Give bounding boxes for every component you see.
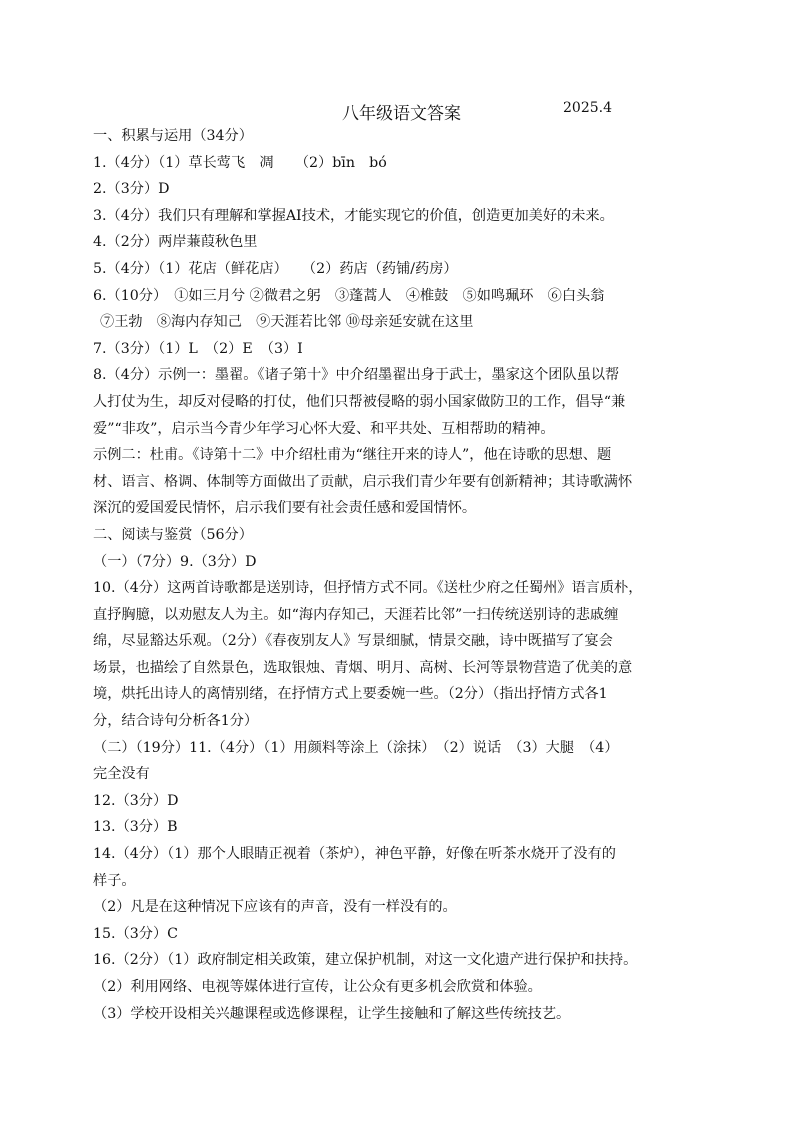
answer-line-8c: 爱”“非攻”，启示当今青少年学习心怀大爱、和平共处、互相帮助的精神。 (93, 420, 555, 437)
answer-line-5: 5.（4分）（1）花店（鲜花店） （2）药店（药铺/药房） (93, 260, 458, 277)
answer-line-16c: （3）学校开设相关兴趣课程或选修课程，让学生接触和了解这些传统技艺。 (93, 1005, 571, 1022)
answer-line-9: （一）（7分）9.（3分）D (93, 553, 257, 570)
answer-line-6b: ⑦王勃 ⑧海内存知己 ⑨天涯若比邻 ⑩母亲延安就在这里 (100, 314, 474, 331)
answer-line-4: 4.（2分）两岸蒹葭秋色里 (93, 234, 258, 251)
answer-line-11b: 完全没有 (93, 766, 150, 783)
answer-line-8f: 深沉的爱国爱民情怀，启示我们要有社会责任感和爱国情怀。 (93, 500, 477, 517)
document-date: 2025.4 (563, 100, 612, 116)
answer-line-8a: 8.（4分）示例一：墨翟。《诸子第十》中介绍墨翟出身于武士，墨家这个团队虽以帮 (93, 367, 620, 384)
answer-line-13: 13.（3分）B (93, 819, 178, 836)
answer-line-10d: 场景，也描绘了自然景色，选取银烛、青烟、明月、高树、长河等景物营造了优美的意 (93, 659, 633, 676)
answer-line-8d: 示例二：杜甫。《诗第十二》中介绍杜甫为“继往开来的诗人”，他在诗歌的思想、题 (93, 447, 612, 464)
section-heading-1: 一、积累与运用（34分） (93, 128, 253, 144)
answer-line-1: 1.（4分）（1）草长莺飞 凋 （2）bīn bó (93, 154, 387, 171)
answer-content (93, 123, 715, 1027)
answer-line-10a: 10.（4分）这两首诗歌都是送别诗，但抒情方式不同。《送杜少府之任蜀州》语言质朴， (93, 580, 643, 597)
answer-line-16a: 16.（2分）（1）政府制定相关政策，建立保护机制，对这一文化遗产进行保护和扶持。 (93, 952, 638, 969)
answer-line-10f: 分，结合诗句分析各1分） (93, 713, 259, 730)
answer-line-7: 7.（3分）（1）L （2）E （3）I (93, 340, 303, 357)
page-title: 八年级语文答案 (342, 104, 461, 124)
answer-line-15: 15.（3分）C (93, 925, 179, 942)
answer-line-14c: （2）凡是在这种情况下应该有的声音，没有一样没有的。 (93, 899, 457, 916)
answer-line-11a: （二）（19分）11.（4分）（1）用颜料等涂上（涂抹） （2）说话 （3）大腿 （4） (93, 739, 619, 756)
answer-line-8b: 人打仗为生，却反对侵略的打仗，他们只帮被侵略的弱小国家做防卫的工作，倡导“兼 (93, 393, 626, 410)
answer-line-2: 2.（3分）D (93, 181, 170, 198)
answer-line-14a: 14.（4分）（1）那个人眼睛正视着（茶炉），神色平静，好像在听茶水烧开了没有的 (93, 846, 616, 863)
answer-line-6a: 6.（10分） ①如三月兮 ②微君之躬 ③蓬蒿人 ④椎鼓 ⑤如鸣珮环 ⑥白头翁 (93, 287, 605, 304)
answer-line-14b: 样子。 (93, 872, 136, 889)
answer-line-8e: 材、语言、格调、体制等方面做出了贡献，启示我们青少年要有创新精神；其诗歌满怀 (93, 473, 633, 490)
answer-line-16b: （2）利用网络、电视等媒体进行宣传，让公众有更多机会欣赏和体验。 (93, 979, 542, 995)
answer-line-10b: 直抒胸臆，以劝慰友人为主。如“海内存知己，天涯若比邻”一扫传统送别诗的悲戚缠 (93, 606, 619, 623)
section-heading-2: 二、阅读与鉴赏（56分） (93, 526, 253, 543)
answer-line-3: 3.（4分）我们只有理解和掌握AI技术，才能实现它的价值，创造更加美好的未来。 (93, 207, 614, 224)
answer-line-10c: 绵，尽显豁达乐观。（2分）《春夜别友人》写景细腻，情景交融，诗中既描写了宴会 (93, 633, 613, 650)
answer-line-10e: 境，烘托出诗人的离情别绪，在抒情方式上要委婉一些。（2分）（指出抒情方式各1 (93, 686, 608, 703)
answer-line-12: 12.（3分）D (93, 792, 179, 809)
